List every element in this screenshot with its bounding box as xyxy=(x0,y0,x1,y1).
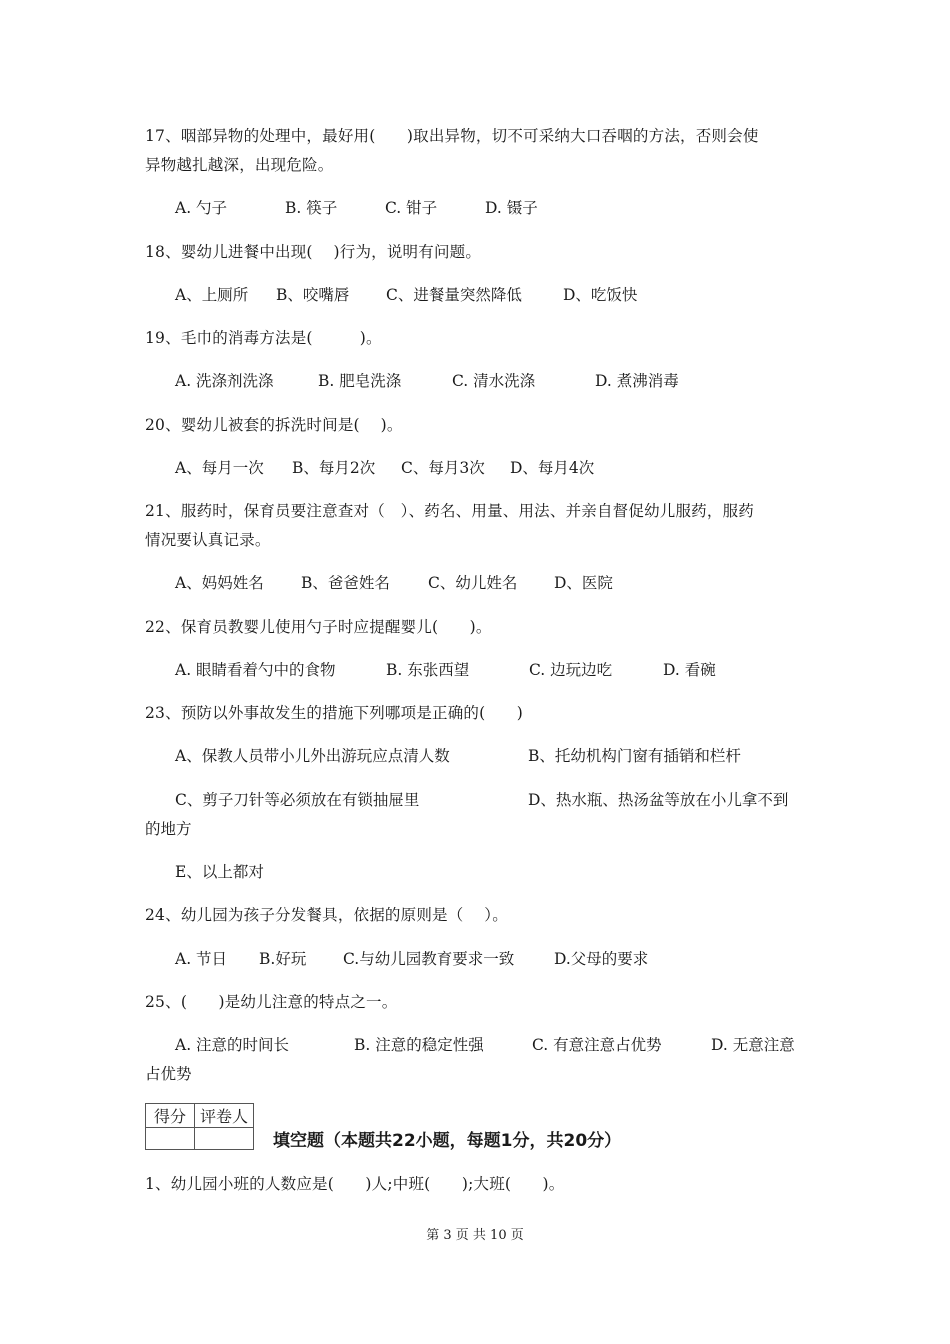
question-25-option-b: B. 注意的稳定性强 xyxy=(354,1036,484,1054)
question-18-options xyxy=(175,281,815,310)
question-23-option-c: C、剪子刀针等必须放在有锁抽屉里 xyxy=(175,791,420,809)
score-box xyxy=(145,1103,254,1150)
question-19-option-a: A. 洗涤剂洗涤 xyxy=(175,372,274,390)
question-17-text-line2: 异物越扎越深，出现危险。 xyxy=(145,156,334,174)
question-24-option-d: D.父母的要求 xyxy=(554,950,649,968)
question-21-option-a: A、妈妈姓名 xyxy=(175,574,264,592)
question-25-option-d-wrap: 占优势 xyxy=(145,1065,192,1083)
question-23-option-e: E、以上都对 xyxy=(175,863,264,881)
question-22-options xyxy=(175,656,815,685)
question-21-options xyxy=(175,569,815,598)
score-cell xyxy=(146,1128,195,1150)
question-24 xyxy=(145,901,810,930)
question-21-option-d: D、医院 xyxy=(554,574,613,592)
question-23-text: 23、预防以外事故发生的措施下列哪项是正确的( ) xyxy=(145,704,524,722)
question-20-option-c: C、每月3次 xyxy=(401,459,485,477)
grader-cell xyxy=(195,1128,254,1150)
question-20-option-b: B、每月2次 xyxy=(292,459,376,477)
question-19 xyxy=(145,324,810,353)
question-24-option-b: B.好玩 xyxy=(259,950,307,968)
question-24-option-a: A. 节日 xyxy=(175,950,228,968)
page-footer: 第 3 页 共 10 页 xyxy=(426,1228,524,1243)
question-17 xyxy=(145,122,810,180)
question-22-option-b: B. 东张西望 xyxy=(386,661,470,679)
fill-question-1-text: 1、幼儿园小班的人数应是( )人;中班( );大班( )。 xyxy=(145,1175,565,1193)
question-19-option-c: C. 清水洗涤 xyxy=(452,372,536,390)
question-22-text: 22、保育员教婴儿使用勺子时应提醒婴儿( )。 xyxy=(145,618,492,636)
question-24-text: 24、幼儿园为孩子分发餐具，依据的原则是（ ）。 xyxy=(145,906,508,924)
question-25 xyxy=(145,988,810,1017)
question-25-options xyxy=(175,1031,815,1060)
question-17-option-b: B. 筷子 xyxy=(285,199,338,217)
question-17-text-line1: 17、咽部异物的处理中，最好用( )取出异物，切不可采纳大口吞咽的方法，否则会使 xyxy=(145,127,759,145)
question-18-option-c: C、进餐量突然降低 xyxy=(386,286,522,304)
question-20-option-a: A、每月一次 xyxy=(175,459,264,477)
question-21-option-b: B、爸爸姓名 xyxy=(301,574,390,592)
question-20 xyxy=(145,411,810,440)
question-21-text-line1: 21、服药时，保育员要注意查对（ ）、药名、用量、用法、并亲自督促幼儿服药，服药 xyxy=(145,502,754,520)
question-17-option-a: A. 勺子 xyxy=(175,199,228,217)
grader-label: 评卷人 xyxy=(195,1104,254,1128)
question-22 xyxy=(145,613,810,642)
question-23-options-row2 xyxy=(175,786,815,815)
question-23-options-row1 xyxy=(175,742,815,771)
question-17-option-d: D. 镊子 xyxy=(485,199,538,217)
question-24-option-c: C.与幼儿园教育要求一致 xyxy=(343,950,515,968)
question-20-text: 20、婴幼儿被套的拆洗时间是( )。 xyxy=(145,416,403,434)
question-25-option-d: D. 无意注意 xyxy=(711,1036,795,1054)
question-23 xyxy=(145,699,810,728)
question-19-options xyxy=(175,367,815,396)
question-21-option-c: C、幼儿姓名 xyxy=(428,574,518,592)
question-22-option-c: C. 边玩边吃 xyxy=(529,661,613,679)
question-23-option-d: D、热水瓶、热汤盆等放在小儿拿不到 xyxy=(528,791,789,809)
question-22-option-a: A. 眼睛看着勺中的食物 xyxy=(175,661,336,679)
question-22-option-d: D. 看碗 xyxy=(663,661,716,679)
question-17-option-c: C. 钳子 xyxy=(385,199,438,217)
question-18-text: 18、婴幼儿进餐中出现( )行为，说明有问题。 xyxy=(145,243,482,261)
question-19-option-d: D. 煮沸消毒 xyxy=(595,372,679,390)
question-19-text: 19、毛巾的消毒方法是( )。 xyxy=(145,329,382,347)
question-24-options xyxy=(175,945,815,974)
section-title: 填空题（本题共22小题，每题1分，共20分） xyxy=(273,1131,622,1151)
question-20-options xyxy=(175,454,815,483)
question-19-option-b: B. 肥皂洗涤 xyxy=(318,372,402,390)
question-18-option-b: B、咬嘴唇 xyxy=(276,286,350,304)
question-18 xyxy=(145,238,810,267)
question-25-option-c: C. 有意注意占优势 xyxy=(532,1036,662,1054)
question-25-text: 25、( )是幼儿注意的特点之一。 xyxy=(145,993,398,1011)
question-23-option-a: A、保教人员带小儿外出游玩应点清人数 xyxy=(175,747,450,765)
question-18-option-a: A、上厕所 xyxy=(175,286,249,304)
question-18-option-d: D、吃饭快 xyxy=(563,286,638,304)
fill-question-1 xyxy=(145,1170,810,1199)
question-20-option-d: D、每月4次 xyxy=(510,459,595,477)
question-17-options xyxy=(175,194,815,223)
question-23-option-b: B、托幼机构门窗有插销和栏杆 xyxy=(528,747,741,765)
question-21 xyxy=(145,497,810,555)
question-25-option-a: A. 注意的时间长 xyxy=(175,1036,290,1054)
score-label: 得分 xyxy=(146,1104,195,1128)
question-21-text-line2: 情况要认真记录。 xyxy=(145,531,271,549)
question-23-option-d-wrap: 的地方 xyxy=(145,820,192,838)
